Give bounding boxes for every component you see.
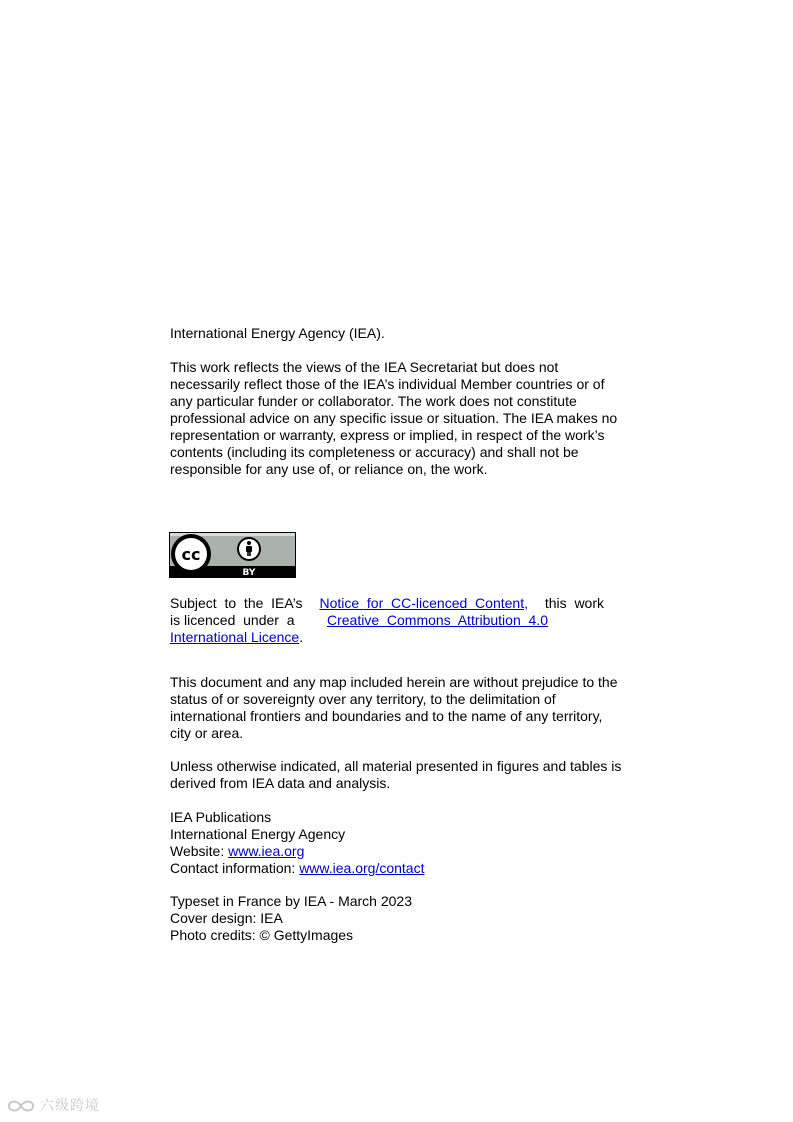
map-disclaimer-line: international frontiers and boundaries and to the name of any territory, [170,708,603,724]
typeset-line: Typeset in France by IEA - March 2023 [170,893,413,909]
cc-icon [171,534,211,574]
international-licence-link[interactable]: International Licence [170,629,300,645]
disclaimer-line: necessarily reflect those of the IEA’s individual Member countries or of [170,376,605,392]
photo-credits-line: Photo credits: © GettyImages [170,927,354,943]
agency-name: International Energy Agency [170,826,346,842]
infinity-logo-icon [6,1097,36,1115]
contact-line [170,860,630,877]
disclaimer-line: representation or warranty, express or implied, in respect of the work’s [170,427,605,443]
data-note-line: Unless otherwise indicated, all material presented in figures and tables is [170,758,622,774]
org-line [170,325,630,342]
licence-text: is licenced under a [170,612,295,628]
disclaimer-line: professional advice on any specific issue or situation. The IEA makes no [170,410,618,426]
disclaimer-paragraph [170,359,630,478]
licence-line-3 [170,629,604,646]
map-disclaimer-paragraph [170,674,630,742]
map-disclaimer-line: city or area. [170,725,244,741]
licence-line-2 [170,612,548,629]
licence-paragraph [170,595,604,646]
disclaimer-line: responsible for any use of, or reliance on, the work. [170,461,488,477]
cc-content-notice-link[interactable]: Notice for CC-licenced Content, [319,595,528,611]
data-note-line: derived from IEA data and analysis. [170,775,391,791]
website-link[interactable]: www.iea.org [228,843,305,859]
watermark-text: 六级跨境 [40,1097,100,1114]
credits [170,893,630,944]
website-label: Website: [170,843,225,859]
cc-by-licence-badge [169,532,296,578]
disclaimer-line: contents (including its completeness or accuracy) and shall not be [170,444,579,460]
licence-text: Subject to the IEA’s [170,595,303,611]
cc-icon-text: cc [181,545,201,564]
cc-by-licence-link[interactable]: Creative Commons Attribution 4.0 [327,612,548,628]
by-label: BY [242,568,256,578]
map-disclaimer-line: This document and any map included herein are without prejudice to the [170,674,618,690]
licence-text: this work [544,595,604,611]
licence-text: . [299,629,304,645]
data-note-paragraph [170,758,630,792]
contact-label: Contact information: [170,860,296,876]
licence-line-1 [170,595,604,612]
cover-design-line: Cover design: IEA [170,910,283,926]
publications-info [170,809,630,877]
disclaimer-line: any particular funder or collaborator. The work does not constitute [170,393,577,409]
map-disclaimer-line: status of or sovereignty over any territory, to the delimitation of [170,691,556,707]
attribution-person-icon [237,537,261,561]
publications-name: IEA Publications [170,809,272,825]
contact-link[interactable]: www.iea.org/contact [299,860,425,876]
watermark [6,1094,100,1118]
disclaimer-line: This work reflects the views of the IEA Secretariat but does not [170,359,559,375]
org-line-text: International Energy Agency (IEA). [170,325,385,341]
website-line [170,843,630,860]
